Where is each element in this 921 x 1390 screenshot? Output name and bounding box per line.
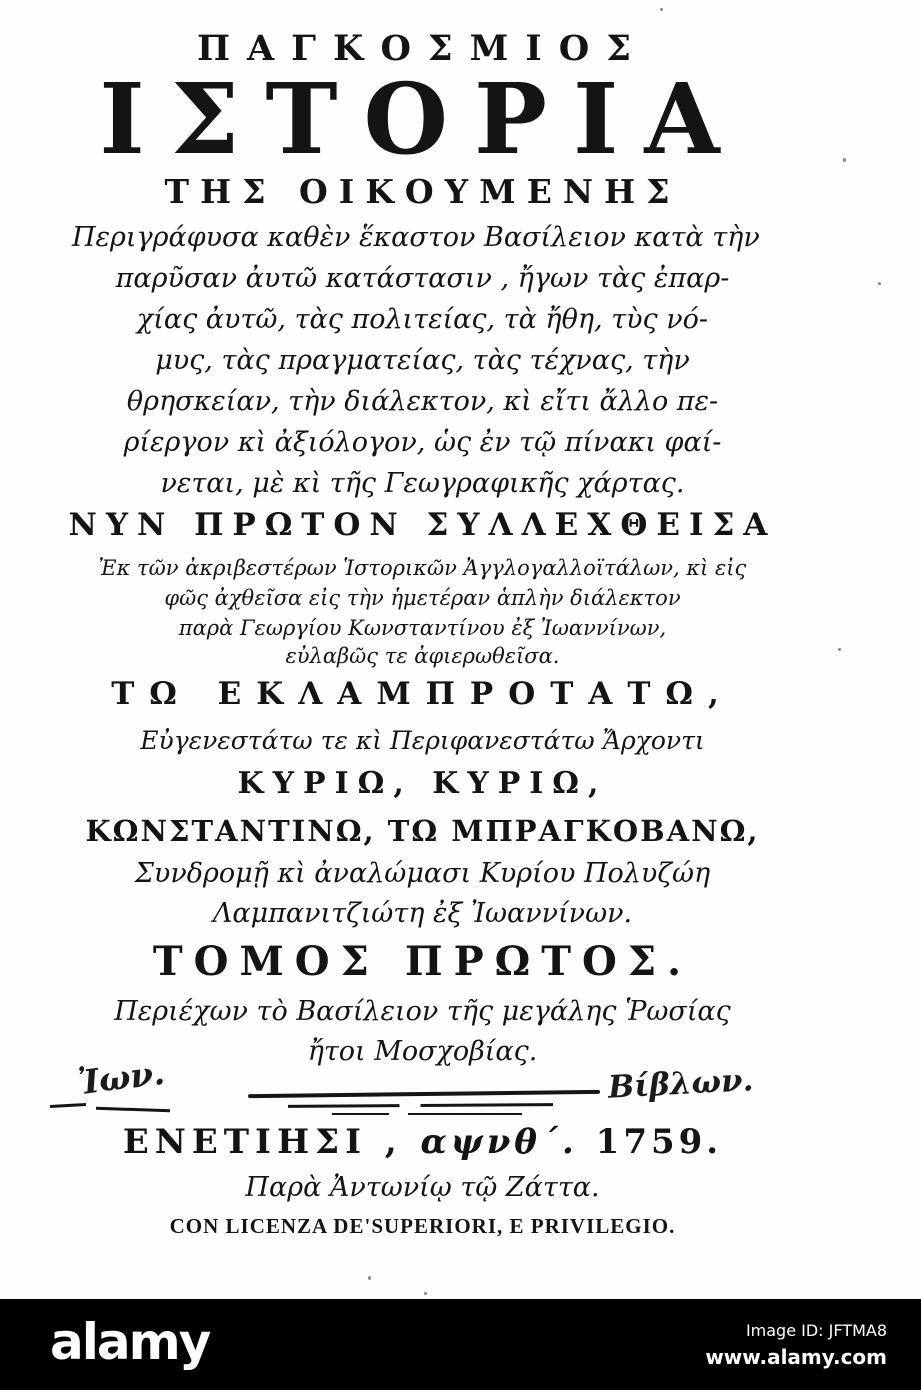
source-line: παρὰ Γεωργίου Κωνσταντίνου ἐξ Ἰωαννίνων, — [178, 616, 667, 640]
imprint-license: CON LICENZA DE'SUPERIORI, E PRIVILEGIO. — [169, 1214, 676, 1238]
dedication-line-1: ΤΩ ΕΚΛΑΜΠΡΟΤΑΤΩ, — [111, 676, 734, 712]
description-line: θρησκείαν, τὴν διάλεκτον, κὶ εἴτι ἄλλο πε- — [126, 386, 719, 417]
volume-line: ΤΟΜΟΣ ΠΡΩΤΟΣ. — [152, 938, 693, 985]
patron-line-2: Λαμπανιτζιώτη ἐξ Ἰωαννίνων. — [212, 898, 633, 929]
main-title-line-2: ΙΣΤΟΡΙΑ — [99, 62, 746, 176]
source-line: εὐλαβῶς τε ἀφιερωθεῖσα. — [285, 644, 560, 668]
divider-rule-secondary — [288, 1103, 553, 1108]
watermark-info — [705, 1321, 887, 1369]
dedication-line-3: ΚΥΡΙΩ, ΚΥΡΙΩ, — [237, 766, 608, 801]
dedication-line-4: ΚΩΝΣΤΑΝΤΙΝΩ, ΤΩ ΜΠΡΑΓΚΟΒΑΝΩ, — [85, 814, 760, 848]
main-title-line-3: ΤΗΣ ΟΙΚΟΥΜΕΝΗΣ — [164, 172, 681, 211]
dedication-line-2: Εὐγενεστάτω τε κὶ Περιφανεστάτω Ἄρχοντι — [140, 726, 705, 755]
handwritten-dash — [50, 1103, 86, 1108]
description-line: Περιγράφυσα καθὲν ἕκαστον Βασίλειον κατὰ τὴν — [72, 222, 760, 253]
imprint-year-arabic: 1759. — [595, 1122, 723, 1162]
contents-line-2: ἤτοι Μοσχοβίας. — [307, 1036, 538, 1067]
image-id-label: Image ID: JFTMA8 — [745, 1320, 887, 1340]
scan-speck — [878, 282, 881, 285]
description-line: ρίεργον κὶ ἀξιόλογον, ὡς ἐν τῷ πίνακι φαί- — [123, 427, 722, 458]
source-line: φῶς ἀχθεῖσα εἰς τὴν ἡμετέραν ἁπλὴν διάλεκτον — [164, 586, 681, 610]
imprint-year-greek: αψνθ΄. — [420, 1122, 578, 1162]
handwritten-note-right: Βίβλων. — [607, 1062, 755, 1106]
imprint-city: ΕΝΕΤΙΗΣΙ , — [122, 1122, 403, 1162]
description-line: νεται, μὲ κὶ τῆς Γεωγραφικῆς χάρτας. — [160, 468, 685, 499]
patron-line-1: Συνδρομῇ κὶ ἀναλώμασι Κυρίου Πολυζώη — [134, 858, 711, 889]
description-line: χίας ἀυτῶ, τὰς πολιτείας, τὰ ἤθη, τὺς νό- — [136, 304, 709, 335]
scan-speck — [843, 158, 846, 162]
alamy-logo: alamy — [50, 1312, 210, 1371]
description-line: παρῦσαν ἀυτῶ κατάστασιν , ἤγων τὰς ἐπαρ- — [115, 263, 730, 294]
handwritten-dash — [96, 1107, 170, 1113]
scan-speck — [424, 1292, 427, 1295]
imprint-publisher: Παρὰ Ἀντωνίῳ τῷ Ζάττα. — [245, 1172, 600, 1203]
divider-rule-main — [248, 1090, 600, 1098]
scan-speck — [368, 1276, 371, 1280]
scan-speck — [838, 648, 841, 651]
scan-speck — [660, 8, 663, 11]
handwritten-note-left: Ἰων. — [75, 1052, 167, 1103]
collected-heading: ΝΥΝ ΠΡΩΤΟΝ ΣΥΛΛΕΧΘΕΙΣΑ — [68, 507, 777, 543]
alamy-url: www.alamy.com — [705, 1344, 887, 1369]
imprint-city-year — [0, 1122, 845, 1162]
contents-line-1: Περιέχων τὸ Βασίλειον τῆς μεγάλης Ῥωσίας — [114, 996, 731, 1027]
source-line: Ἐκ τῶν ἀκριβεστέρων Ἱστορικῶν Ἀγγλογαλλοϊτάλων, κὶ εἰς — [98, 556, 747, 580]
description-line: μυς, τὰς πραγματείας, τὰς τέχνας, τὴν — [155, 345, 690, 376]
divider-rule-tertiary — [332, 1113, 522, 1115]
main-title-line-1: ΠΑΓΚΟΣΜΙΟΣ — [196, 28, 649, 69]
alamy-watermark-bar — [0, 1299, 921, 1390]
